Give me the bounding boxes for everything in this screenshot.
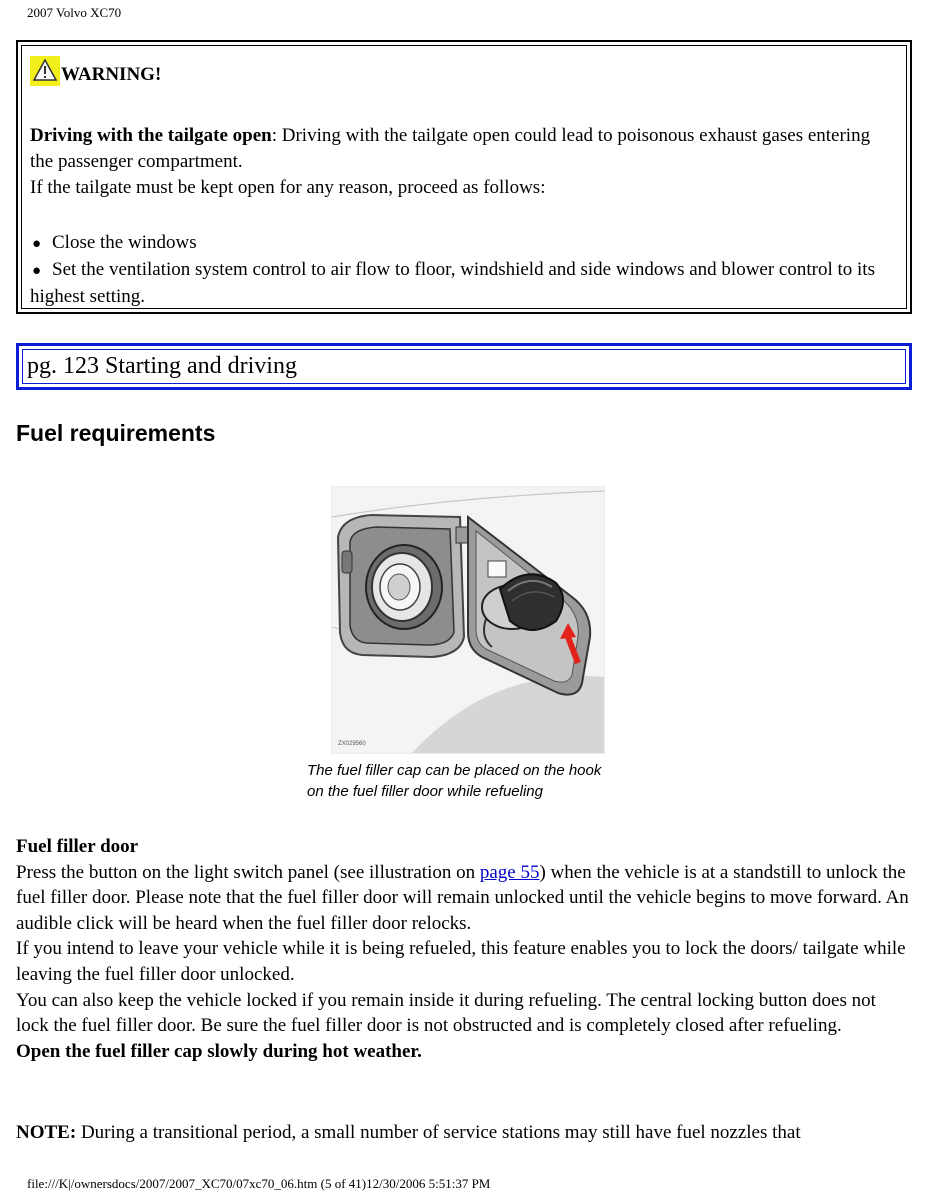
figure-code: ZX029560 xyxy=(338,741,366,747)
warning-paragraph xyxy=(30,123,896,175)
warning-line-2: If the tailgate must be kept open for any reason, proceed as follows: xyxy=(30,177,546,198)
subheading: Fuel filler door xyxy=(16,836,139,857)
paragraph: Press the button on the light switch panel (see illustration on page 55) when the vehicle is at a standstill to unlock the fuel filler door. Please note that the fuel filler door will remain unlocked until the vehicle begins to move forward. An audible click will be heard when the fuel filler door relocks. xyxy=(16,861,909,934)
paragraph: You can also keep the vehicle locked if you remain inside it during refueling. The central locking button does not lock the fuel filler door. Be sure the fuel filler door is not obstructed and is completely closed after refueling. xyxy=(16,989,876,1037)
bullet-dot-icon: ● xyxy=(32,263,42,279)
warning-bullets xyxy=(30,230,896,310)
warning-text xyxy=(30,123,896,201)
page-header: 2007 Volvo XC70 xyxy=(27,5,122,20)
section-bar xyxy=(16,343,912,390)
warning-title-row xyxy=(30,56,161,86)
warning-triangle-icon xyxy=(30,56,60,86)
warning-box xyxy=(16,40,912,314)
bullet-dot-icon: ● xyxy=(32,236,42,252)
figure-caption-line: on the fuel filler door while refueling xyxy=(307,783,543,800)
bullet-item: ● Close the windows xyxy=(30,230,896,257)
page-title: Fuel requirements xyxy=(16,420,216,446)
note-text: During a transitional period, a small number of service stations may still have fuel nozzles that xyxy=(76,1122,801,1143)
warning-title: WARNING! xyxy=(61,64,162,85)
warning-lead-rest: : Driving with the tailgate open could lead to poisonous exhaust gases entering the passenger compartment. xyxy=(30,125,871,172)
warning-inner xyxy=(21,45,907,309)
figure-caption-line: The fuel filler cap can be placed on the hook xyxy=(307,762,602,779)
section-label: pg. 123 Starting and driving xyxy=(22,349,906,384)
figure-caption xyxy=(307,760,601,802)
page-footer: file:///K|/ownersdocs/2007/2007_XC70/07xc70_06.htm (5 of 41)12/30/2006 5:51:37 PM xyxy=(27,1176,491,1191)
bold-notice: Open the fuel filler cap slowly during hot weather. xyxy=(16,1040,422,1062)
warning-bold-lead: Driving with the tailgate open xyxy=(30,125,272,146)
paragraph: If you intend to leave your vehicle while it is being refueled, this feature enables you to lock the doors/ tailgate while leaving the fuel filler door unlocked. xyxy=(16,938,906,985)
fuel-filler-illustration xyxy=(331,486,605,754)
bullet-item: ● Set the ventilation system control to air flow to floor, windshield and side windows and blower control to its highest setting. xyxy=(30,259,875,307)
body-text xyxy=(16,834,911,1064)
fuel-door-drawing xyxy=(332,487,604,753)
page-55-link[interactable]: page 55 xyxy=(479,861,540,883)
note xyxy=(16,1120,911,1146)
note-label: NOTE: xyxy=(16,1122,77,1143)
